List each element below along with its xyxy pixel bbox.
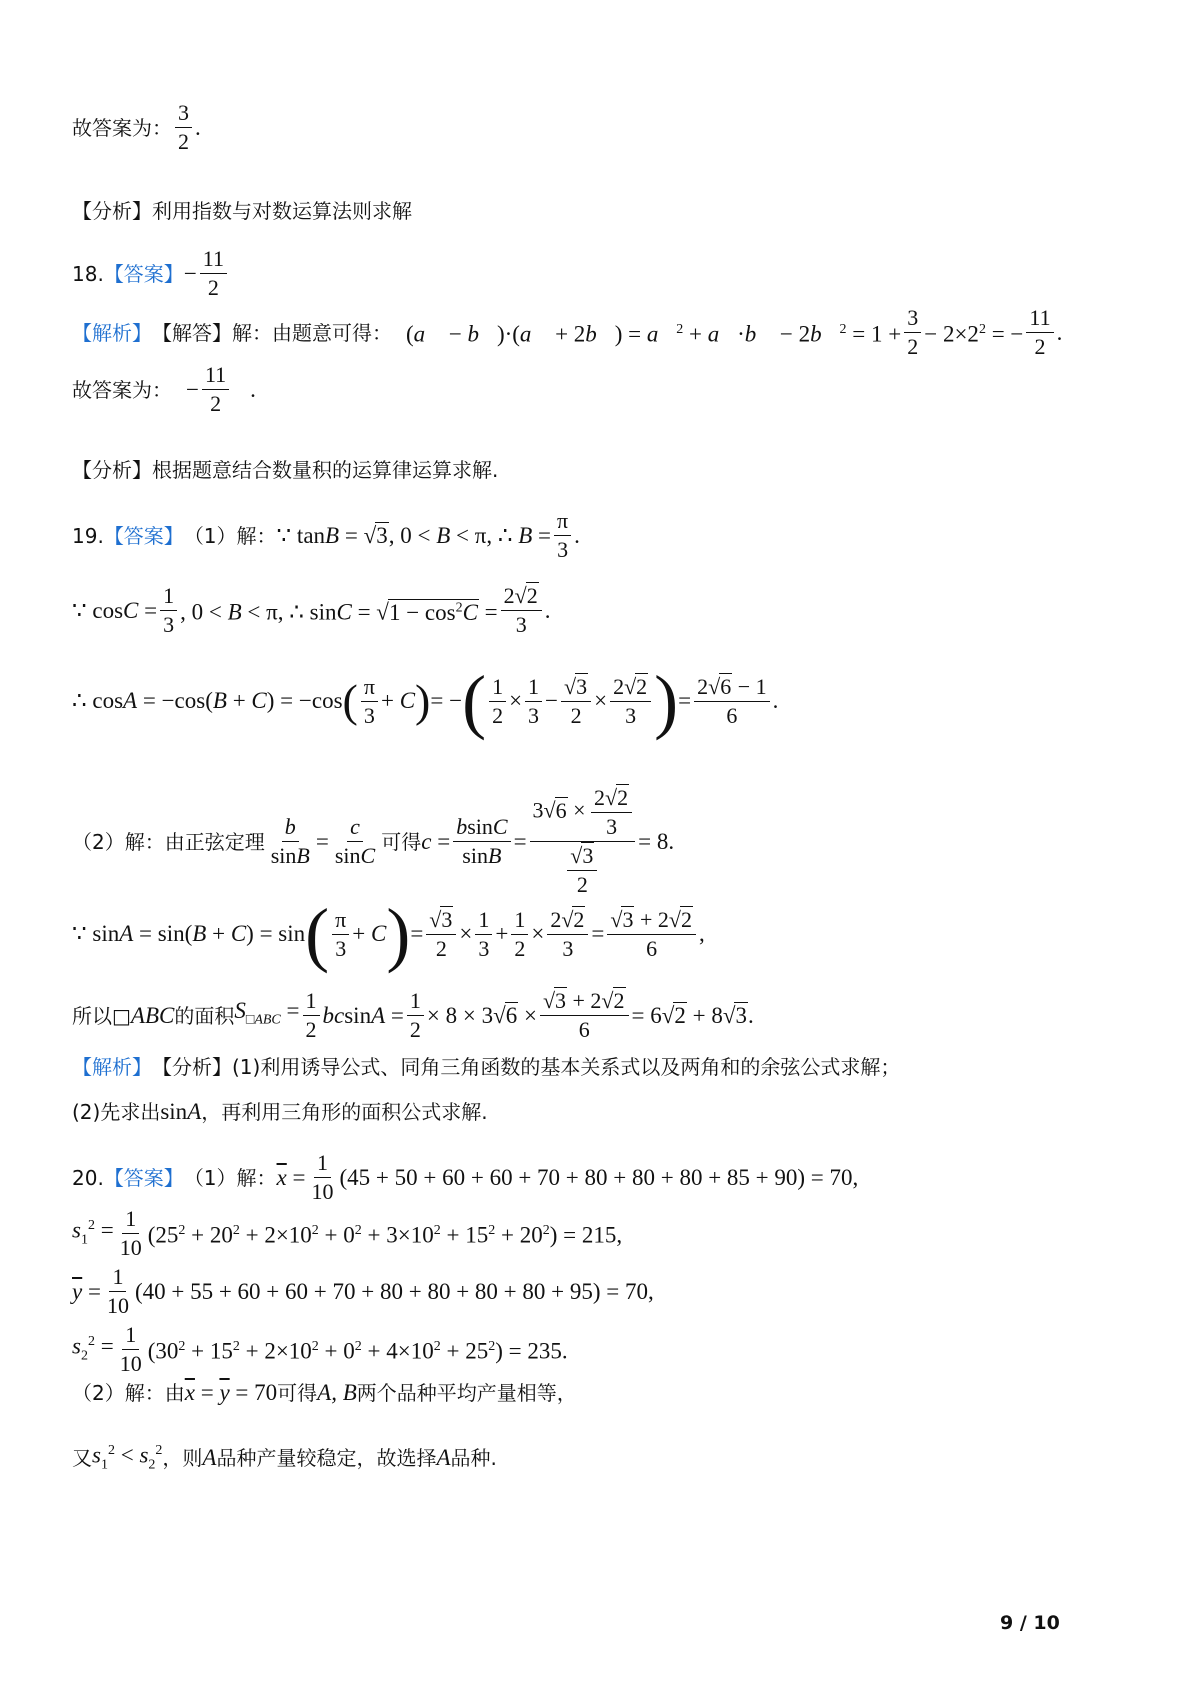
solution-text: 【解答】解：由题意可得： bbox=[152, 320, 392, 345]
part-label: （2）解：由正弦定理 bbox=[72, 829, 265, 854]
solution-18: 【解析】 【解答】解：由题意可得： (a⃗ − b⃗)·(a⃗ + 2b⃗) = a⃗$^2$ + a⃗·b⃗ − 2b⃗$^2$ = 1 + $\frac{3}{2}$ − $2\times 2^2$ = − $\frac{11}{2}$ . bbox=[72, 305, 1063, 359]
analysis-18 bbox=[72, 455, 498, 485]
connector-text: 的面积 bbox=[174, 1003, 235, 1028]
formula-sinA: ∵ sinA = sin(B + C) = sin ( $\frac{\pi}{3}$ + C ) = $\frac{√3}{2}$ × $\frac{1}{3}$ + $\frac{1}{2}$ × $\frac{2√2}{3}$ = $\frac{√3 + 2√2}{6}$ , bbox=[72, 894, 705, 974]
analysis-19 bbox=[72, 1052, 900, 1082]
formula-area: 所以□ ABC 的面积 $S_{□ABC}$ = $\frac{1}{2}$ bcsinA = $\frac{1}{2}$ × 8 × 3√6 × $\frac{√3 + 2√2}{6}$ = 6√2 + 8√3. bbox=[72, 988, 754, 1042]
answer-20-part2: （2）解：由 $\overline{x} = \overline{y} = 70$ 可得 A, B 两个品种平均产量相等， bbox=[72, 1378, 577, 1408]
connector-text: 可得 bbox=[381, 829, 422, 854]
conclusion-text: 品种. bbox=[450, 1446, 497, 1471]
analysis-tag: 【解析】 bbox=[72, 1055, 152, 1079]
conclusion-text: 两个品种平均产量相等， bbox=[356, 1381, 577, 1405]
part-label: （1）解： bbox=[183, 1165, 277, 1190]
formula-s1: $s_1^2$ = $\frac{1}{10}$ $(25^2 + 20^2 + 2\times 10^2 + 0^2 + 3\times 10^2 + 15^2 + 20^2) = 215$, bbox=[72, 1206, 623, 1260]
answer-tag: 【答案】 bbox=[103, 1165, 184, 1190]
analysis-17 bbox=[72, 196, 412, 226]
conclusion-text: 品种产量较稳定，故选择 bbox=[216, 1446, 437, 1471]
analysis-text: 【分析】(1)利用诱导公式、同角三角函数的基本关系式以及两角和的余弦公式求解； bbox=[152, 1055, 901, 1079]
formula-cosC: ∵ cosC = $\frac{1}{3}$ , 0 < B < π, ∴ $\sin C = √1 - \cos^2C$ = $\frac{2√2}{3}$ . bbox=[72, 583, 551, 637]
analysis-text: 【分析】利用指数与对数运算法则求解 bbox=[72, 199, 412, 223]
page-number: 9 / 10 bbox=[1000, 1612, 1060, 1634]
question-number: 19. bbox=[72, 523, 104, 548]
area-label: 所以□ bbox=[72, 1003, 131, 1028]
analysis-19-cont: (2)先求出 sinA ，再利用三角形的面积公式求解. bbox=[72, 1097, 488, 1127]
answer-19-part2: （2）解：由正弦定理 $\frac{b}{\sin B}$ = $\frac{c}{\sin C}$ 可得 c = $\frac{bsinC}{\sin B}$ = 3√6 × $\frac{2√2}{3}$ $\frac{√3}{2}$ = 8. bbox=[72, 785, 675, 897]
answer-line-17: 故答案为： $\frac{3}{2}$ . bbox=[72, 100, 201, 154]
answer-tag: 【答案】 bbox=[103, 523, 184, 548]
part-label: （2）解：由 bbox=[72, 1381, 185, 1405]
answer-tag: 【答案】 bbox=[103, 261, 184, 286]
formula-ybar: $\overline{y}$ = $\frac{1}{10}$ (40 + 55 + 60 + 60 + 70 + 80 + 80 + 80 + 80 + 95) = 70, bbox=[72, 1264, 654, 1318]
analysis-tag: 【解析】 bbox=[72, 320, 152, 345]
analysis-text: 【分析】根据题意结合数量积的运算律运算求解. bbox=[72, 458, 499, 482]
answer-19-part1: 19. 【答案】 （1）解： ∵ tanB = √3, 0 < B < π, ∴ B = $\frac{\pi}{3}$ . bbox=[72, 508, 580, 562]
analysis-text: (2)先求出 bbox=[72, 1100, 161, 1124]
question-number: 18. bbox=[72, 261, 104, 286]
question-number: 20. bbox=[72, 1165, 104, 1190]
answer-label: 故答案为： bbox=[72, 377, 172, 402]
analysis-text: ，再利用三角形的面积公式求解. bbox=[201, 1100, 488, 1124]
answer-18: 18. 【答案】 − $\frac{11}{2}$ bbox=[72, 246, 230, 301]
conclusion-20: 又 $s_1^2 < s_2^2$ ，则 A 品种产量较稳定，故选择 A 品种. bbox=[72, 1442, 497, 1473]
conclusion-text: ，则 bbox=[162, 1446, 203, 1471]
answer-20-part1: 20. 【答案】 （1）解： $\overline{x}$ = $\frac{1}{10}$ (45 + 50 + 60 + 60 + 70 + 80 + 80 + 80 + 85 + 90) = 70, bbox=[72, 1150, 859, 1204]
part-label: （1）解： bbox=[183, 523, 277, 548]
formula-s2: $s_2^2$ = $\frac{1}{10}$ $(30^2 + 15^2 + 2\times 10^2 + 0^2 + 4\times 10^2 + 25^2) = 235$. bbox=[72, 1322, 568, 1376]
conclusion-text: 又 bbox=[72, 1446, 92, 1471]
connector-text: 可得 bbox=[277, 1381, 318, 1405]
formula-cosA: ∴ cosA = −cos(B + C) = −cos ( $\frac{\pi}{3}$ + C ) = − ( $\frac{1}{2}$ × $\frac{1}{3}$ − $\frac{√3}{2}$ × $\frac{2√2}{3}$ ) = $\frac{2√6 - 1}{6}$ . bbox=[72, 661, 779, 741]
answer-label: 故答案为： bbox=[72, 115, 172, 140]
answer-line-18: 故答案为： − $\frac{11}{2}$ . bbox=[72, 362, 256, 416]
fraction-3-2: $\frac{3}{2}$ bbox=[175, 100, 192, 155]
